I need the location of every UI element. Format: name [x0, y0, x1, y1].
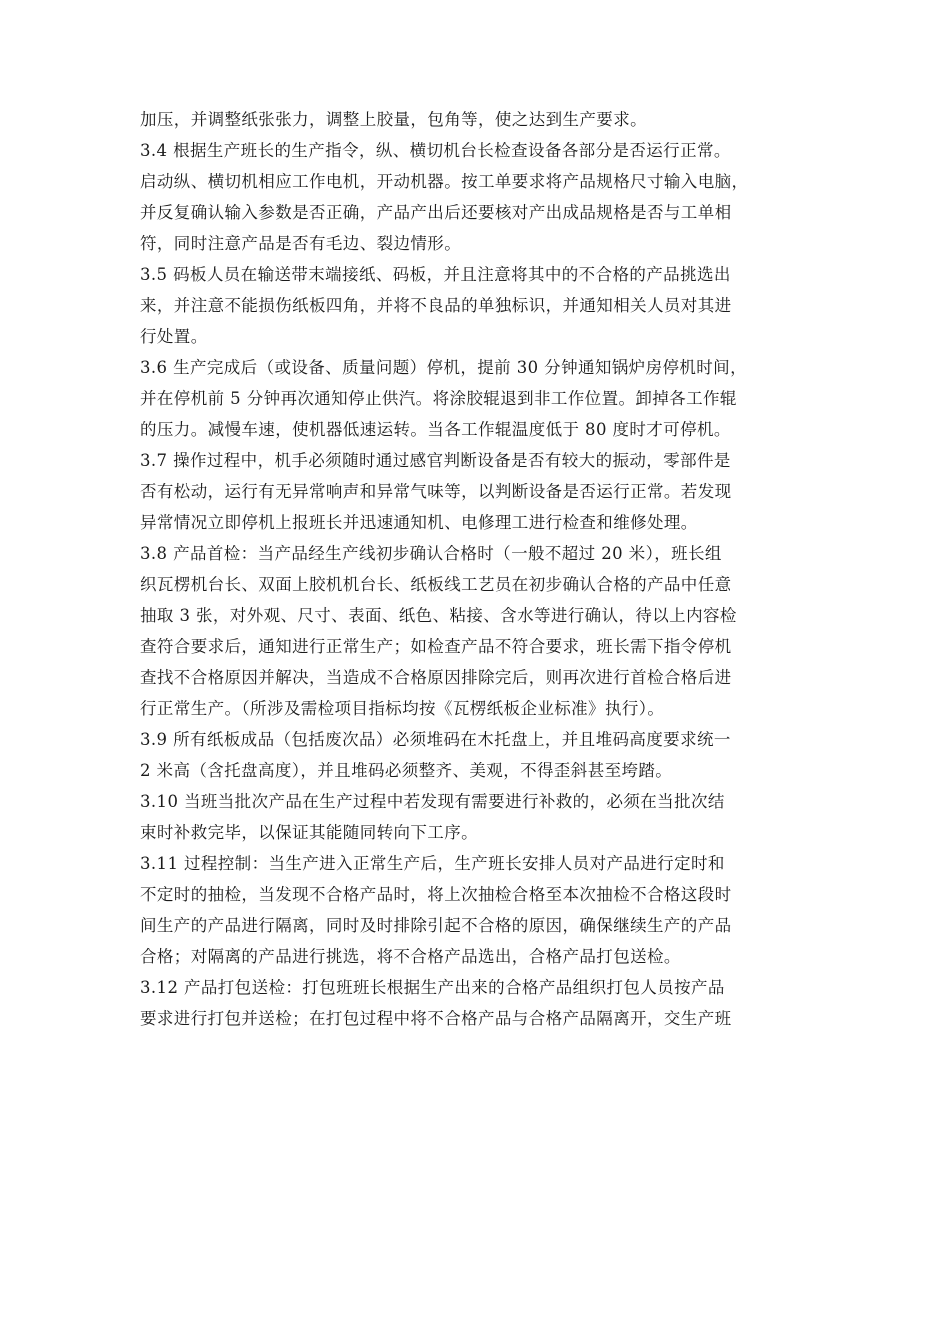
text-line: 启动纵、横切机相应工作电机，开动机器。按工单要求将产品规格尺寸输入电脑， [140, 172, 749, 191]
text-line: 3.10 当班当批次产品在生产过程中若发现有需要进行补救的，必须在当批次结 [140, 792, 725, 811]
text-line: 3.5 码板人员在输送带末端接纸、码板，并且注意将其中的不合格的产品挑选出 [140, 265, 731, 284]
text-line: 2 米高（含托盘高度），并且堆码必须整齐、美观，不得歪斜甚至垮踏。 [140, 761, 673, 780]
text-line: 否有松动，运行有无异常响声和异常气味等，以判断设备是否运行正常。若发现 [140, 482, 732, 501]
text-line: 3.9 所有纸板成品（包括废次品）必须堆码在木托盘上，并且堆码高度要求统一 [140, 730, 731, 749]
text-line: 3.12 产品打包送检：打包班班长根据生产出来的合格产品组织打包人员按产品 [140, 978, 725, 997]
text-line: 查找不合格原因并解决，当造成不合格原因排除完后，则再次进行首检合格后进 [140, 668, 732, 687]
text-line: 来，并注意不能损伤纸板四角，并将不良品的单独标识，并通知相关人员对其进 [140, 296, 732, 315]
text-line: 并在停机前 5 分钟再次通知停止供汽。将涂胶辊退到非工作位置。卸掉各工作辊 [140, 389, 737, 408]
text-line: 3.11 过程控制：当生产进入正常生产后，生产班长安排人员对产品进行定时和 [140, 854, 725, 873]
text-line: 抽取 3 张，对外观、尺寸、表面、纸色、粘接、含水等进行确认，待以上内容检 [140, 606, 737, 625]
text-line: 符，同时注意产品是否有毛边、裂边情形。 [140, 234, 462, 253]
text-line: 3.6 生产完成后（或设备、质量问题）停机，提前 30 分钟通知锅炉房停机时间， [140, 358, 747, 377]
document-body [140, 104, 820, 1034]
text-line: 要求进行打包并送检；在打包过程中将不合格产品与合格产品隔离开，交生产班 [140, 1009, 732, 1028]
text-line: 查符合要求后，通知进行正常生产；如检查产品不符合要求，班长需下指令停机 [140, 637, 732, 656]
text-line: 3.8 产品首检：当产品经生产线初步确认合格时（一般不超过 20 米），班长组 [140, 544, 722, 563]
text-line: 不定时的抽检，当发现不合格产品时，将上次抽检合格至本次抽检不合格这段时 [140, 885, 732, 904]
text-line: 的压力。减慢车速，使机器低速运转。当各工作辊温度低于 80 度时才可停机。 [140, 420, 731, 439]
text-line: 间生产的产品进行隔离，同时及时排除引起不合格的原因，确保继续生产的产品 [140, 916, 732, 935]
text-line: 3.7 操作过程中，机手必须随时通过感官判断设备是否有较大的振动，零部件是 [140, 451, 731, 470]
text-line: 加压，并调整纸张张力，调整上胶量，包角等，使之达到生产要求。 [140, 110, 647, 129]
text-line: 并反复确认输入参数是否正确，产品产出后还要核对产出成品规格是否与工单相 [140, 203, 732, 222]
text-line: 异常情况立即停机上报班长并迅速通知机、电修理工进行检查和维修处理。 [140, 513, 698, 532]
text-line: 束时补救完毕，以保证其能随同转向下工序。 [140, 823, 478, 842]
text-line: 行处置。 [140, 327, 208, 346]
text-line: 合格；对隔离的产品进行挑选，将不合格产品选出，合格产品打包送检。 [140, 947, 681, 966]
text-line: 3.4 根据生产班长的生产指令，纵、横切机台长检查设备各部分是否运行正常。 [140, 141, 731, 160]
text-line: 织瓦楞机台长、双面上胶机机台长、纸板线工艺员在初步确认合格的产品中任意 [140, 575, 732, 594]
text-line: 行正常生产。（所涉及需检项目指标均按《瓦楞纸板企业标准》执行）。 [140, 699, 665, 718]
